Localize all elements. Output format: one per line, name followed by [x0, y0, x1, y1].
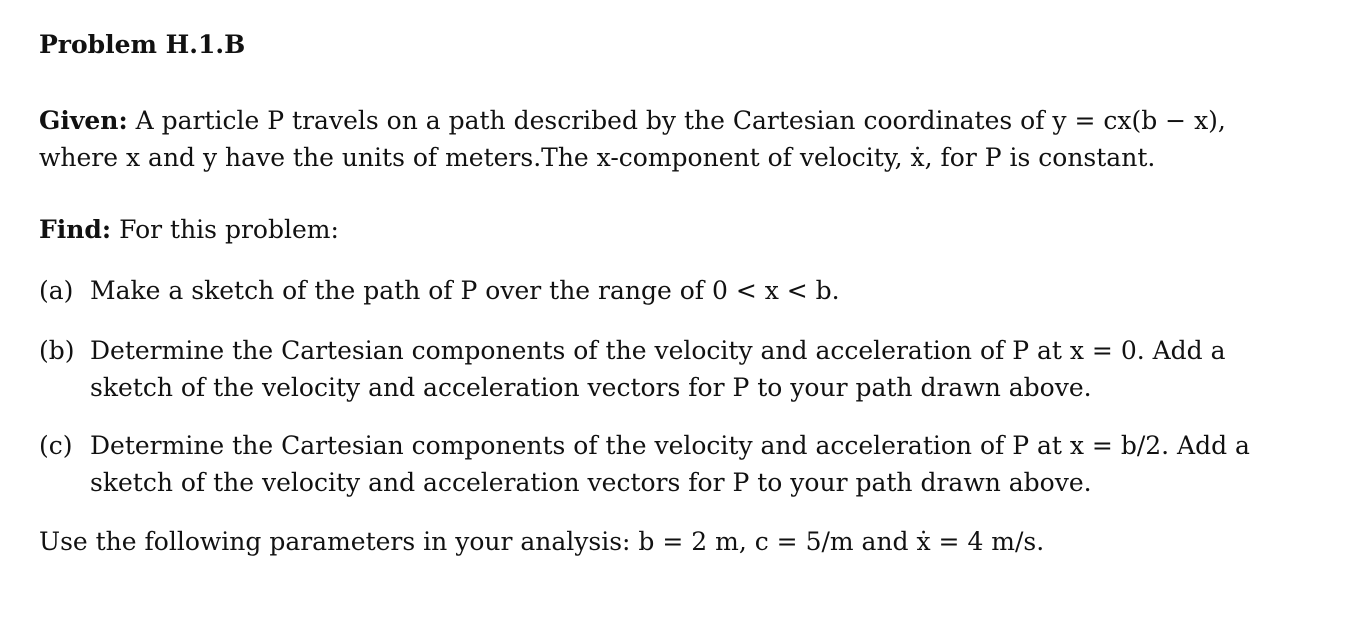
item-b-tag: (b): [39, 336, 75, 365]
parameters-paragraph: [39, 523, 1294, 560]
item-c-line-1: Determine the Cartesian components of the velocity and acceleration of P at x = b/2. Add a: [90, 431, 1250, 460]
find-paragraph: [39, 211, 1294, 248]
item-a-tag: (a): [39, 276, 74, 305]
item-a-body: [90, 272, 1285, 309]
given-line-1: [39, 102, 1294, 139]
problem-title: Problem H.1.B: [39, 30, 246, 59]
item-a-line-1: Make a sketch of the path of P over the range of 0 < x < b.: [90, 276, 840, 305]
given-paragraph: [39, 102, 1294, 176]
find-text: For this problem:: [119, 215, 339, 244]
given-text-1: A particle P travels on a path described by the Cartesian coordinates of y = cx(b − x),: [135, 106, 1226, 135]
find-line: [39, 211, 1294, 248]
item-c-tag: (c): [39, 431, 73, 460]
item-c-body: [90, 427, 1285, 501]
parameters-line: Use the following parameters in your analysis: b = 2 m, c = 5/m and ẋ = 4 m/s.: [39, 527, 1045, 556]
item-b-line-1: Determine the Cartesian components of the velocity and acceleration of P at x = 0. Add a: [90, 336, 1226, 365]
item-c-line-2: sketch of the velocity and acceleration vectors for P to your path drawn above.: [90, 468, 1092, 497]
given-line-2: where x and y have the units of meters.The x-component of velocity, ẋ, for P is constant.: [39, 143, 1156, 172]
given-label: Given:: [39, 106, 128, 135]
item-b-body: [90, 332, 1285, 406]
find-label: Find:: [39, 215, 112, 244]
item-b-line-2: sketch of the velocity and acceleration vectors for P to your path drawn above.: [90, 373, 1092, 402]
